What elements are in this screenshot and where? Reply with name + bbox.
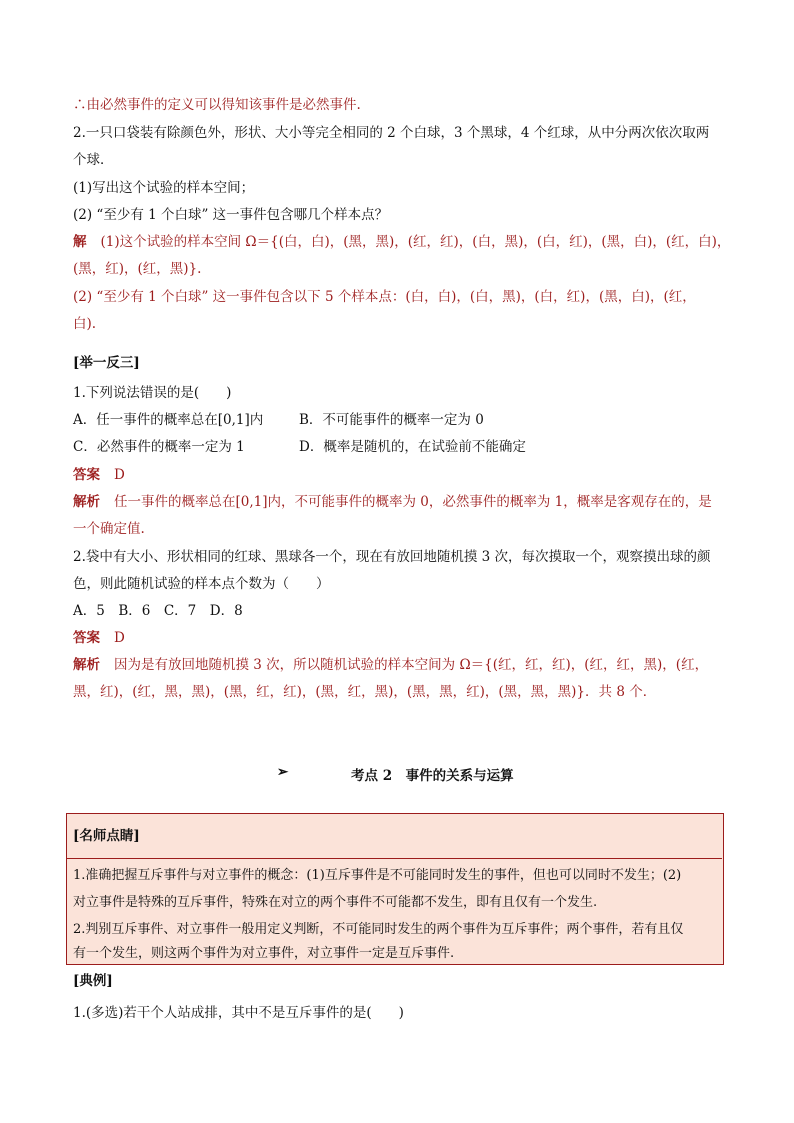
answer-label: 答案	[73, 467, 100, 483]
options-row	[73, 438, 526, 456]
option-b: B．不可能事件的概率一定为 0	[299, 412, 484, 428]
tip-box	[66, 813, 724, 965]
analysis-text: 任一事件的概率总在[0,1]内，不可能事件的概率为 0，必然事件的概率为 1，概率是客观存在的，是	[114, 494, 712, 510]
section-title: 考点 2 事件的关系与运算	[351, 768, 514, 784]
solution-line: 白).	[73, 316, 97, 332]
analysis-line: 黑，红)，(红，黑，黑)，(黑，红，红)，(黑，红，黑)，(黑，黑，红)，(黑，黑，黑)}．共 8 个．	[73, 684, 657, 700]
analysis-text: 因为是有放回地随机摸 3 次，所以随机试验的样本空间为 Ω＝{(红，红，红)，(红，红，黑)，(红，	[114, 657, 709, 673]
option-a: A．任一事件的概率总在[0,1]内	[73, 412, 264, 428]
answer-line	[73, 629, 125, 647]
answer-value: D	[114, 467, 125, 483]
options-row	[73, 411, 484, 429]
arrow-bullet-icon: ➢	[277, 764, 289, 780]
example-question-1: 1.(多选)若干个人站成排，其中不是互斥事件的是( )	[73, 1005, 404, 1021]
tip-header: [名师点睛]	[73, 828, 140, 844]
divider	[67, 858, 722, 859]
text-line: ∴由必然事件的定义可以得知该事件是必然事件.	[73, 97, 361, 113]
options-row: A．5 B．6 C．7 D．8	[73, 603, 243, 619]
answer-line	[73, 466, 125, 484]
solution-line	[73, 233, 730, 251]
example-header: [典例]	[73, 973, 113, 989]
section-header-practice: [举一反三]	[73, 355, 140, 371]
sub-question-1: (1)写出这个试验的样本空间；	[73, 180, 255, 196]
analysis-line: 一个确定值.	[73, 521, 145, 537]
solution-line: (2) “至少有 1 个白球” 这一事件包含以下 5 个样本点：(白，白)，(白，黑)，(白，红)，(黑，白)，(红，	[73, 289, 696, 305]
practice-question-2: 2.袋中有大小、形状相同的红球、黑球各一个，现在有放回地随机摸 3 次，每次摸取一个，观察摸出球的颜	[73, 549, 711, 565]
answer-value: D	[114, 630, 125, 646]
analysis-line	[73, 493, 712, 511]
section-heading	[0, 764, 794, 782]
question-2: 2.一只口袋装有除颜色外，形状、大小等完全相同的 2 个白球，3 个黑球，4 个红球，从中分两次依次取两	[73, 125, 710, 141]
solution-label: 解	[73, 234, 87, 250]
practice-question-1: 1.下列说法错误的是( )	[73, 385, 232, 401]
tip-line: 对立事件是特殊的互斥事件，特殊在对立的两个事件不可能都不发生，即有且仅有一个发生.	[73, 895, 598, 910]
analysis-line	[73, 656, 708, 674]
tip-line: 1.准确把握互斥事件与对立事件的概念：(1)互斥事件是不可能同时发生的事件，但也可以同时不发生；(2)	[73, 868, 682, 883]
tip-line: 2.判别互斥事件、对立事件一般用定义判断，不可能同时发生的两个事件为互斥事件；两个事件，若有且仅	[73, 922, 684, 937]
analysis-label: 解析	[73, 657, 100, 673]
option-c: C．必然事件的概率一定为 1	[73, 439, 245, 455]
text-line: 色，则此随机试验的样本点个数为（ ）	[73, 576, 330, 592]
answer-label: 答案	[73, 630, 100, 646]
solution-line: (黑，红)，(红，黑)}.	[73, 261, 202, 277]
tip-line: 有一个发生，则这两个事件为对立事件，对立事件一定是互斥事件.	[73, 946, 455, 961]
analysis-label: 解析	[73, 494, 100, 510]
text-line: 个球．	[73, 152, 114, 168]
solution-text: (1)这个试验的样本空间 Ω＝{(白，白)，(黑，黑)，(红，红)，(白，黑)，(白，红)，(黑，白)，(红，白)，	[100, 234, 731, 250]
sub-question-2: (2) “至少有 1 个白球” 这一事件包含哪几个样本点？	[73, 207, 389, 223]
option-d: D．概率是随机的，在试验前不能确定	[299, 439, 526, 455]
